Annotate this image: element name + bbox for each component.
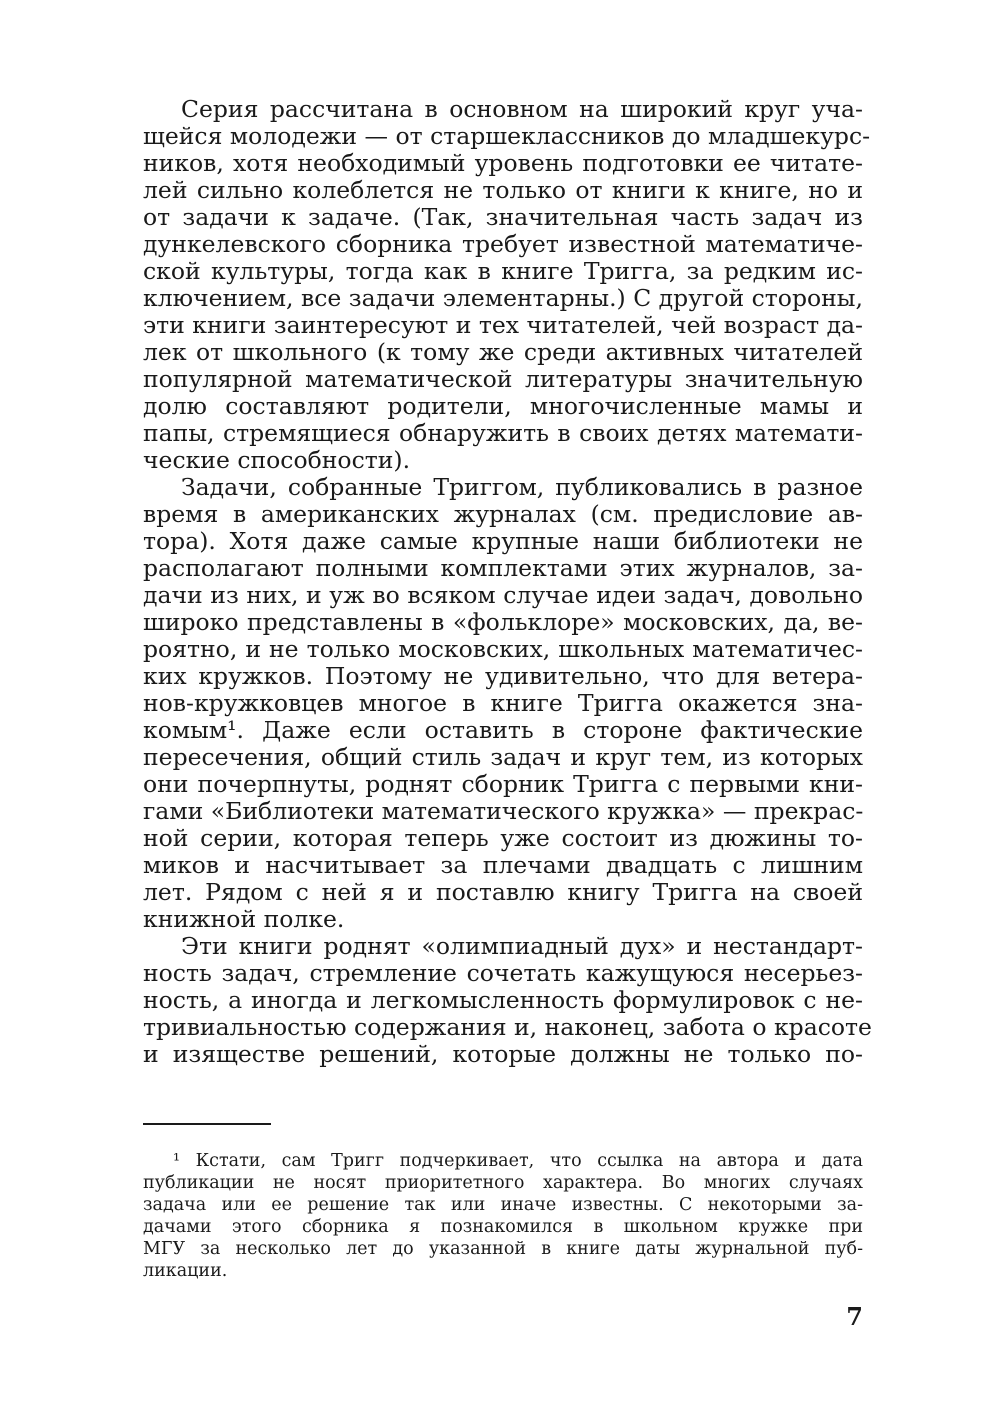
paragraph-3	[143, 932, 872, 1068]
text-line: ников, хотя необходимый уровень подготовки ее читате-	[143, 149, 863, 177]
text-line: время в американских журналах (см. предисловие ав-	[143, 500, 863, 528]
text-line: Серия рассчитана в основном на широкий круг уча-	[181, 95, 863, 123]
footnote-line: дачами этого сборника я познакомился в школьном кружке при	[143, 1217, 863, 1237]
text-line: нов-кружковцев многое в книге Тригга окажется зна-	[143, 689, 863, 717]
text-line: долю составляют родители, многочисленные мамы и	[143, 392, 863, 420]
footnote-ref-line: комым¹. Даже если оставить в стороне фактические	[143, 716, 863, 744]
text-line: роятно, и не только московских, школьных математичес-	[143, 635, 863, 663]
text-line: эти книги заинтересуют и тех читателей, чей возраст да-	[143, 311, 863, 339]
footnote-divider	[143, 1123, 271, 1125]
text-line: тривиальностью содержания и, наконец, забота о красоте	[143, 1013, 872, 1041]
text-line: дачи из них, и уж во всяком случае идеи задач, довольно	[143, 581, 863, 609]
text-line: ной серии, которая теперь уже состоит из дюжины то-	[143, 824, 863, 852]
text-line: популярной математической литературы значительную	[143, 365, 863, 393]
text-line: папы, стремящиеся обнаружить в своих детях математи-	[143, 419, 863, 447]
text-line: Задачи, собранные Триггом, публиковались в разное	[181, 473, 863, 501]
text-line: от задачи к задаче. (Так, значительная часть задач из	[143, 203, 863, 231]
text-line: ской культуры, тогда как в книге Тригга, за редким ис-	[143, 257, 863, 285]
main-text	[143, 95, 872, 1068]
text-line: Эти книги роднят «олимпиадный дух» и нестандарт-	[181, 932, 863, 960]
text-line: книжной полке.	[143, 905, 345, 933]
text-line: они почерпнуты, роднят сборник Тригга с первыми кни-	[143, 770, 863, 798]
text-line: миков и насчитывает за плечами двадцать с лишним	[143, 851, 863, 879]
footnote-line: МГУ за несколько лет до указанной в книге даты журнальной пуб-	[143, 1239, 863, 1259]
text-line: пересечения, общий стиль задач и круг тем, из которых	[143, 743, 863, 771]
text-line: дункелевского сборника требует известной математиче-	[143, 230, 863, 258]
footnote-line: ¹ Кстати, сам Тригг подчеркивает, что ссылка на автора и дата	[173, 1151, 863, 1171]
text-line: ключением, все задачи элементарны.) С другой стороны,	[143, 284, 863, 312]
footnote-line: публикации не носят приоритетного характера. Во многих случаях	[143, 1173, 863, 1193]
paragraph-2	[143, 474, 863, 933]
text-line: лет. Рядом с ней я и поставлю книгу Тригга на своей	[143, 878, 863, 906]
text-line: и изяществе решений, которые должны не только по-	[143, 1040, 863, 1068]
text-line: располагают полными комплектами этих журналов, за-	[143, 554, 863, 582]
footnote-line: ликации.	[143, 1261, 228, 1281]
text-line: щейся молодежи — от старшеклассников до младшекурс-	[143, 122, 871, 150]
text-line: лей сильно колеблется не только от книги к книге, но и	[143, 176, 863, 204]
text-line: ческие способности).	[143, 446, 411, 474]
text-line: широко представлены в «фольклоре» московских, да, ве-	[143, 608, 863, 636]
footnote-line: задача или ее решение так или иначе известны. С некоторыми за-	[143, 1195, 863, 1215]
text-line: ких кружков. Поэтому не удивительно, что для ветера-	[143, 662, 863, 690]
text-line: гами «Библиотеки математического кружка» — прекрас-	[143, 797, 864, 825]
page-number: 7	[846, 1302, 863, 1331]
text-line: ность, а иногда и легкомысленность формулировок с не-	[143, 986, 863, 1014]
text-line: тора). Хотя даже самые крупные наши библиотеки не	[143, 527, 863, 555]
text-line: лек от школьного (к тому же среди активных читателей	[143, 338, 863, 366]
paragraph-1	[143, 95, 871, 474]
footnote	[143, 1150, 863, 1282]
text-line: ность задач, стремление сочетать кажущуюся несерьез-	[143, 959, 863, 987]
